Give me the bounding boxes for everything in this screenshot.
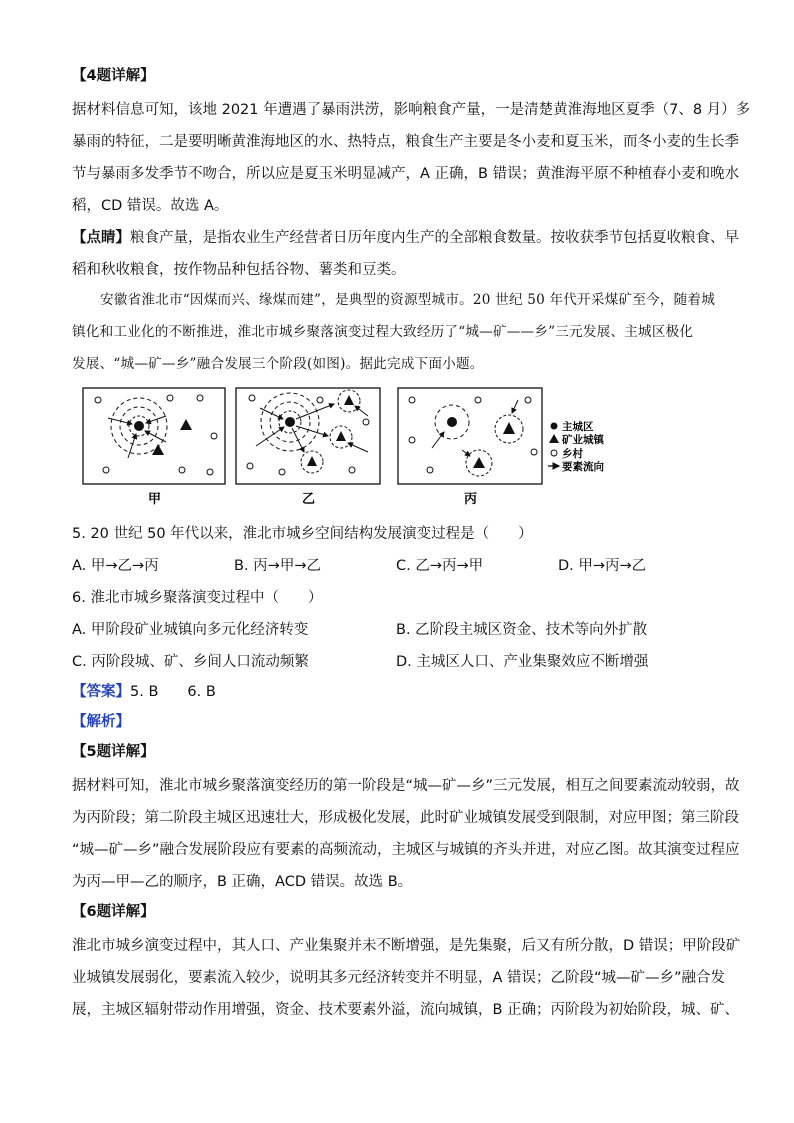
q5-option-b: B. 丙→甲→乙	[234, 558, 321, 574]
village-icon	[531, 449, 537, 455]
village-icon	[409, 437, 415, 443]
settlement-stage-diagram	[82, 386, 692, 508]
flow-arrow	[128, 434, 136, 458]
q5-option-c: C. 乙→丙→甲	[396, 558, 484, 574]
flow-arrow	[145, 431, 166, 442]
mining-town-icon	[307, 456, 317, 466]
analysis-label: 【解析】	[72, 714, 130, 730]
village-icon	[247, 463, 253, 469]
flow-arrow	[462, 450, 470, 456]
answer-label: 【答案】	[72, 684, 130, 700]
passage-line: 安徽省淮北市“因煤而兴、缘煤而建”，是典型的资源型城市。20 世纪 50 年代开采煤矿至今，随着城	[100, 292, 716, 308]
answer-text: 5. B 6. B	[130, 684, 216, 700]
legend	[548, 420, 605, 473]
q6-option-b: B. 乙阶段主城区资金、技术等向外扩散	[396, 622, 648, 638]
dianjing-line: 稻和秋收粮食，按作物品种包括谷物、薯类和豆类。	[72, 262, 406, 278]
panel-bing	[398, 388, 542, 507]
section6-heading: 【6题详解】	[72, 904, 155, 920]
dianjing-paragraph	[72, 228, 739, 248]
flow-arrow	[512, 400, 518, 413]
question6-stem: 6. 淮北市城乡聚落演变过程中（ ）	[72, 590, 323, 606]
village-icon	[317, 397, 323, 403]
q5-option-d: D. 甲→丙→乙	[558, 558, 647, 574]
section5-heading: 【5题详解】	[72, 744, 155, 760]
section4-line: 节与暴雨多发季节不吻合，所以应是夏玉米明显减产，A 正确，B 错误；黄淮海平原不种植春小麦和晚水	[72, 166, 740, 182]
flow-arrow	[355, 406, 368, 416]
passage-line: 发展、“城—矿—乡”融合发展三个阶段(如图)。据此完成下面小题。	[72, 356, 484, 372]
q6-option-a: A. 甲阶段矿业城镇向多元化经济转变	[72, 622, 309, 638]
section6-line: 淮北市城乡演变过程中，其人口、产业集聚并未不断增强，是先集聚，后又有所分散，D 错误；甲阶段矿	[72, 938, 741, 954]
main-urban-icon	[285, 417, 295, 427]
panel-yi	[236, 388, 380, 507]
section4-line: 暴雨的特征，二是要明晰黄淮海地区的水、热特点，粮食生产主要是冬小麦和夏玉米，而冬小麦的生长季	[72, 134, 739, 150]
panel-caption: 甲	[148, 492, 162, 507]
flow-arrow	[256, 427, 284, 446]
village-icon	[525, 397, 531, 403]
mining-town-icon	[180, 419, 192, 430]
flow-arrow	[432, 432, 444, 448]
legend-village-icon	[551, 450, 557, 456]
village-icon	[427, 467, 433, 473]
village-icon	[475, 397, 481, 403]
section5-line: 据材料可知，淮北市城乡聚落演变经历的第一阶段是“城—矿—乡”三元发展，相互之间要素流动较弱，故	[72, 778, 740, 794]
section6-line: 展，主城区辐射带动作用增强，资金、技术要素外溢，流向城镇，B 正确；丙阶段为初始阶段，城、矿、	[72, 1002, 740, 1018]
legend-main-urban-icon	[551, 423, 558, 430]
question5-stem: 5. 20 世纪 50 年代以来，淮北市城乡空间结构发展演变过程是（ ）	[72, 526, 533, 542]
mining-town-icon	[503, 422, 515, 434]
section5-line: “城—矿—乡”融合发展阶段应有要素的高频流动，主城区与城镇的齐头并进，对应乙图。故其演变过程应	[72, 842, 740, 858]
section4-heading: 【4题详解】	[72, 68, 155, 84]
village-icon	[167, 395, 173, 401]
flow-arrow	[348, 443, 368, 452]
legend-label: 乡村	[562, 448, 583, 460]
village-icon	[207, 469, 213, 475]
legend-label: 主城区	[562, 421, 594, 433]
passage-line: 镇化和工业化的不断推进，淮北市城乡聚落演变过程大致经历了“城—矿——乡”三元发展、主城区极化	[72, 324, 694, 340]
village-icon	[363, 419, 369, 425]
village-icon	[179, 467, 185, 473]
section5-line: 为丙—甲—乙的顺序，B 正确，ACD 错误。故选 B。	[72, 874, 413, 890]
legend-label: 矿业城镇	[562, 434, 604, 446]
section4-line: 据材料信息可知，该地 2021 年遭遇了暴雨洪涝，影响粮食产量，一是清楚黄淮海地区夏季（7、8 月）多	[72, 102, 751, 118]
panel-caption: 丙	[464, 492, 478, 507]
mining-town-icon	[344, 395, 354, 405]
village-icon	[197, 395, 203, 401]
q5-option-a: A. 甲→乙→丙	[72, 558, 159, 574]
section5-line: 为丙阶段；第二阶段主城区迅速壮大，形成极化发展，此时矿业城镇发展受到限制，对应甲图；第三阶段	[72, 810, 739, 826]
village-icon	[211, 433, 217, 439]
village-icon	[103, 467, 109, 473]
flow-arrow	[260, 408, 283, 419]
panel-frame	[236, 388, 380, 484]
answer-line	[72, 682, 216, 702]
mining-town-icon	[336, 431, 346, 441]
village-icon	[279, 469, 285, 475]
legend-mining-town-icon	[549, 434, 559, 443]
flow-arrow	[146, 416, 166, 423]
village-icon	[349, 467, 355, 473]
village-icon	[409, 397, 415, 403]
flow-arrow	[292, 428, 304, 452]
q6-option-c: C. 丙阶段城、矿、乡间人口流动频繁	[72, 654, 309, 670]
section4-line: 稻，CD 错误。故选 A。	[72, 198, 229, 214]
mining-town-icon	[473, 457, 485, 468]
village-icon	[95, 397, 101, 403]
village-icon	[249, 395, 255, 401]
flow-arrow	[296, 426, 328, 436]
q6-option-d: D. 主城区人口、产业集聚效应不断增强	[396, 654, 649, 670]
main-urban-icon	[447, 417, 457, 427]
panel-jia	[83, 388, 225, 507]
legend-label: 要素流向	[562, 461, 604, 473]
panel-frame	[398, 388, 542, 484]
dianjing-text: 粮食产量，是指农业生产经营者日历年度内生产的全部粮食数量。按收获季节包括夏收粮食、早	[130, 230, 739, 246]
dianjing-label: 【点睛】	[72, 230, 130, 246]
main-urban-icon	[134, 421, 144, 431]
section6-line: 业城镇发展弱化，要素流入较少，说明其多元经济转变并不明显，A 错误；乙阶段“城—矿—乡”融合发	[72, 970, 726, 986]
panel-caption: 乙	[302, 492, 316, 507]
